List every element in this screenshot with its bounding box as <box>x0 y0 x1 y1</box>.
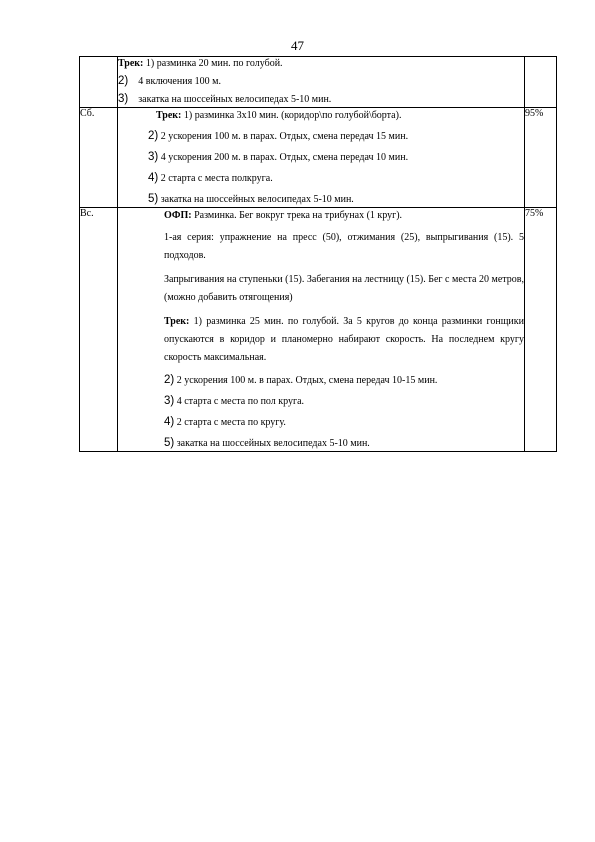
table-row <box>80 208 557 452</box>
list-item <box>164 373 524 388</box>
list-item <box>164 394 524 409</box>
list-item <box>118 92 524 107</box>
track-label: Трек: <box>156 110 182 121</box>
track-label: Трек: <box>164 316 190 327</box>
item-number: 4) <box>148 172 159 184</box>
item-number: 3) <box>164 395 175 407</box>
percent-cell <box>525 57 557 108</box>
item-text: 2 ускорения 100 м. в парах. Отдых, смена передач 15 мин. <box>158 131 409 142</box>
track-text: 1) разминка 20 мин. по голубой. <box>143 58 283 69</box>
day-cell <box>80 57 118 108</box>
track-text: 1) разминка 3х10 мин. (коридор\по голубой\борта). <box>181 110 402 121</box>
list-item <box>148 129 524 144</box>
series-paragraph: 1-ая серия: упражнение на пресс (50), отжимания (25), выпрыгивания (15). 5 подходов. <box>164 232 524 261</box>
track-text: 1) разминка 25 мин. по голубой. За 5 кругов до конца разминки гонщики опускаются в коридор и планомерно набирают скорость. На последнем кругу скорость максимальная. <box>164 316 524 363</box>
page-number: 47 <box>291 38 304 53</box>
table-row <box>80 57 557 108</box>
item-number: 2) <box>148 130 159 142</box>
item-text: 2 старта с места по кругу. <box>174 417 286 428</box>
percent-cell: 75% <box>525 208 557 452</box>
list-item <box>164 436 524 451</box>
ofp-label: ОФП: <box>164 210 192 221</box>
training-plan-table <box>79 56 557 452</box>
list-item <box>164 415 524 430</box>
day-cell: Сб. <box>80 108 118 208</box>
ofp-line <box>164 209 524 223</box>
track-line <box>156 109 524 123</box>
track-paragraph <box>164 313 524 367</box>
list-item <box>148 192 524 207</box>
item-text: закатка на шоссейных велосипедах 5-10 мин. <box>138 94 332 105</box>
item-number: 5) <box>164 437 175 449</box>
item-text: 2 старта с места полкруга. <box>158 173 273 184</box>
list-item <box>148 150 524 165</box>
day-cell: Вс. <box>80 208 118 452</box>
plan-cell <box>118 208 525 452</box>
item-text: 4 включения 100 м. <box>138 76 221 87</box>
item-number: 3) <box>148 151 159 163</box>
track-line <box>118 57 524 71</box>
item-number: 5) <box>148 193 159 205</box>
ofp-text: Разминка. Бег вокруг трека на трибунах (1 круг). <box>191 210 403 221</box>
item-text: 4 ускорения 200 м. в парах. Отдых, смена передач 10 мин. <box>158 152 409 163</box>
track-label: Трек: <box>118 58 144 69</box>
plan-cell <box>118 57 525 108</box>
jumps-paragraph: Запрыгивания на ступеньки (15). Забегания на лестницу (15). Бег с места 20 метров, (можно добавить отягощения) <box>164 274 524 303</box>
item-text: закатка на шоссейных велосипедах 5-10 мин. <box>174 438 370 449</box>
plan-cell <box>118 108 525 208</box>
percent-cell: 95% <box>525 108 557 208</box>
item-number: 2) <box>118 75 129 87</box>
list-item <box>148 171 524 186</box>
item-number: 4) <box>164 416 175 428</box>
table-row <box>80 108 557 208</box>
list-item <box>118 74 524 89</box>
item-number: 3) <box>118 93 129 105</box>
item-number: 2) <box>164 374 175 386</box>
item-text: 4 старта с места по пол круга. <box>174 396 305 407</box>
item-text: 2 ускорения 100 м. в парах. Отдых, смена передач 10-15 мин. <box>174 375 438 386</box>
item-text: закатка на шоссейных велосипедах 5-10 мин. <box>158 194 354 205</box>
